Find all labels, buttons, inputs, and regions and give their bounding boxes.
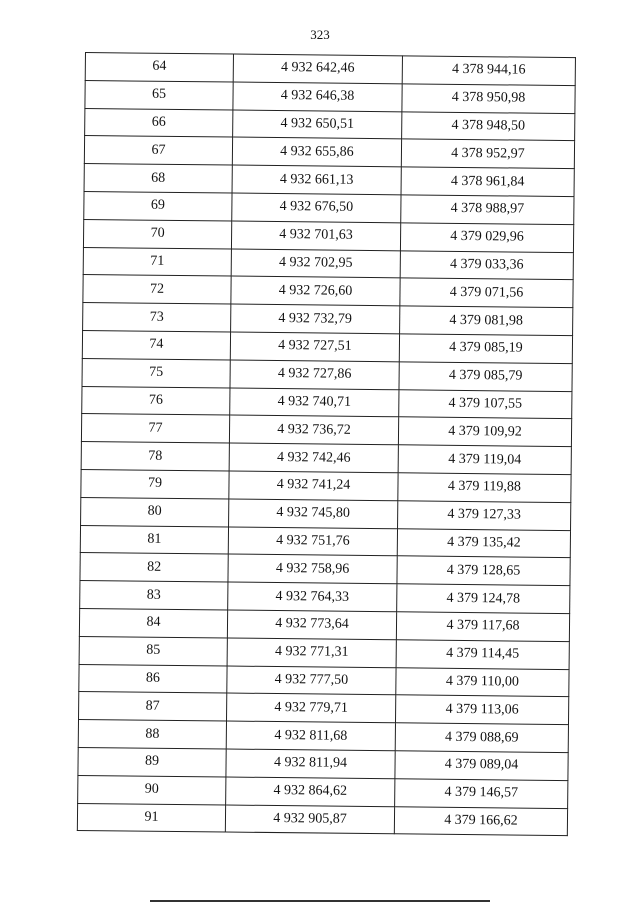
coordinates-table [77, 52, 576, 836]
y-coordinate-cell: 4 379 124,78 [397, 584, 570, 614]
y-coordinate-cell: 4 378 944,16 [402, 56, 575, 86]
point-number-cell: 76 [82, 386, 230, 415]
x-coordinate-cell: 4 932 864,62 [226, 777, 395, 807]
x-coordinate-cell: 4 932 740,71 [230, 388, 399, 418]
y-coordinate-cell: 4 379 114,45 [396, 640, 569, 670]
point-number-cell: 70 [83, 219, 231, 248]
x-coordinate-cell: 4 932 736,72 [229, 415, 398, 445]
y-coordinate-cell: 4 379 166,62 [394, 806, 567, 836]
point-number-cell: 85 [79, 636, 227, 665]
point-number-cell: 66 [85, 108, 233, 137]
x-coordinate-cell: 4 932 650,51 [233, 110, 402, 140]
point-number-cell: 89 [78, 747, 226, 776]
y-coordinate-cell: 4 379 029,96 [400, 223, 573, 253]
y-coordinate-cell: 4 379 119,88 [398, 473, 571, 503]
x-coordinate-cell: 4 932 905,87 [225, 805, 394, 835]
x-coordinate-cell: 4 932 676,50 [232, 193, 401, 223]
y-coordinate-cell: 4 379 128,65 [397, 556, 570, 586]
x-coordinate-cell: 4 932 661,13 [232, 165, 401, 195]
x-coordinate-cell: 4 932 742,46 [229, 443, 398, 473]
y-coordinate-cell: 4 379 109,92 [398, 417, 571, 447]
y-coordinate-cell: 4 379 107,55 [399, 389, 572, 419]
point-number-cell: 75 [82, 358, 230, 387]
point-number-cell: 81 [80, 525, 228, 554]
table-body [77, 53, 575, 836]
y-coordinate-cell: 4 378 988,97 [401, 195, 574, 225]
x-coordinate-cell: 4 932 811,68 [226, 721, 395, 751]
y-coordinate-cell: 4 379 033,36 [400, 250, 573, 280]
y-coordinate-cell: 4 379 088,69 [395, 723, 568, 753]
y-coordinate-cell: 4 378 961,84 [401, 167, 574, 197]
point-number-cell: 87 [79, 692, 227, 721]
x-coordinate-cell: 4 932 701,63 [231, 221, 400, 251]
y-coordinate-cell: 4 378 948,50 [402, 111, 575, 141]
point-number-cell: 79 [81, 469, 229, 498]
x-coordinate-cell: 4 932 764,33 [228, 582, 397, 612]
point-number-cell: 68 [84, 164, 232, 193]
point-number-cell: 91 [77, 803, 225, 832]
point-number-cell: 73 [83, 303, 231, 332]
y-coordinate-cell: 4 378 950,98 [402, 84, 575, 114]
x-coordinate-cell: 4 932 732,79 [231, 304, 400, 334]
y-coordinate-cell: 4 379 113,06 [395, 695, 568, 725]
point-number-cell: 90 [78, 775, 226, 804]
point-number-cell: 82 [80, 553, 228, 582]
bottom-rule [150, 900, 490, 902]
y-coordinate-cell: 4 379 085,19 [399, 334, 572, 364]
y-coordinate-cell: 4 379 085,79 [399, 362, 572, 392]
point-number-cell: 67 [84, 136, 232, 165]
point-number-cell: 74 [82, 330, 230, 359]
x-coordinate-cell: 4 932 745,80 [229, 499, 398, 529]
point-number-cell: 69 [84, 191, 232, 220]
point-number-cell: 71 [83, 247, 231, 276]
y-coordinate-cell: 4 379 127,33 [398, 501, 571, 531]
x-coordinate-cell: 4 932 726,60 [231, 276, 400, 306]
point-number-cell: 72 [83, 275, 231, 304]
x-coordinate-cell: 4 932 727,86 [230, 360, 399, 390]
y-coordinate-cell: 4 379 071,56 [400, 278, 573, 308]
y-coordinate-cell: 4 379 117,68 [396, 612, 569, 642]
x-coordinate-cell: 4 932 773,64 [227, 610, 396, 640]
y-coordinate-cell: 4 379 110,00 [396, 667, 569, 697]
x-coordinate-cell: 4 932 758,96 [228, 554, 397, 584]
y-coordinate-cell: 4 379 081,98 [400, 306, 573, 336]
point-number-cell: 77 [81, 414, 229, 443]
x-coordinate-cell: 4 932 642,46 [233, 54, 402, 84]
y-coordinate-cell: 4 378 952,97 [401, 139, 574, 169]
point-number-cell: 64 [85, 53, 233, 82]
point-number-cell: 80 [81, 497, 229, 526]
x-coordinate-cell: 4 932 777,50 [227, 666, 396, 696]
x-coordinate-cell: 4 932 727,51 [230, 332, 399, 362]
point-number-cell: 88 [78, 720, 226, 749]
point-number-cell: 86 [79, 664, 227, 693]
x-coordinate-cell: 4 932 702,95 [231, 249, 400, 279]
x-coordinate-cell: 4 932 811,94 [226, 749, 395, 779]
x-coordinate-cell: 4 932 655,86 [232, 137, 401, 167]
x-coordinate-cell: 4 932 741,24 [229, 471, 398, 501]
point-number-cell: 78 [81, 442, 229, 471]
x-coordinate-cell: 4 932 771,31 [227, 638, 396, 668]
x-coordinate-cell: 4 932 779,71 [227, 693, 396, 723]
page-number: 323 [310, 27, 330, 42]
table-row [77, 803, 567, 836]
y-coordinate-cell: 4 379 119,04 [398, 445, 571, 475]
x-coordinate-cell: 4 932 646,38 [233, 82, 402, 112]
point-number-cell: 65 [85, 80, 233, 109]
y-coordinate-cell: 4 379 146,57 [395, 779, 568, 809]
point-number-cell: 84 [79, 608, 227, 637]
y-coordinate-cell: 4 379 135,42 [397, 528, 570, 558]
y-coordinate-cell: 4 379 089,04 [395, 751, 568, 781]
x-coordinate-cell: 4 932 751,76 [228, 527, 397, 557]
point-number-cell: 83 [80, 581, 228, 610]
